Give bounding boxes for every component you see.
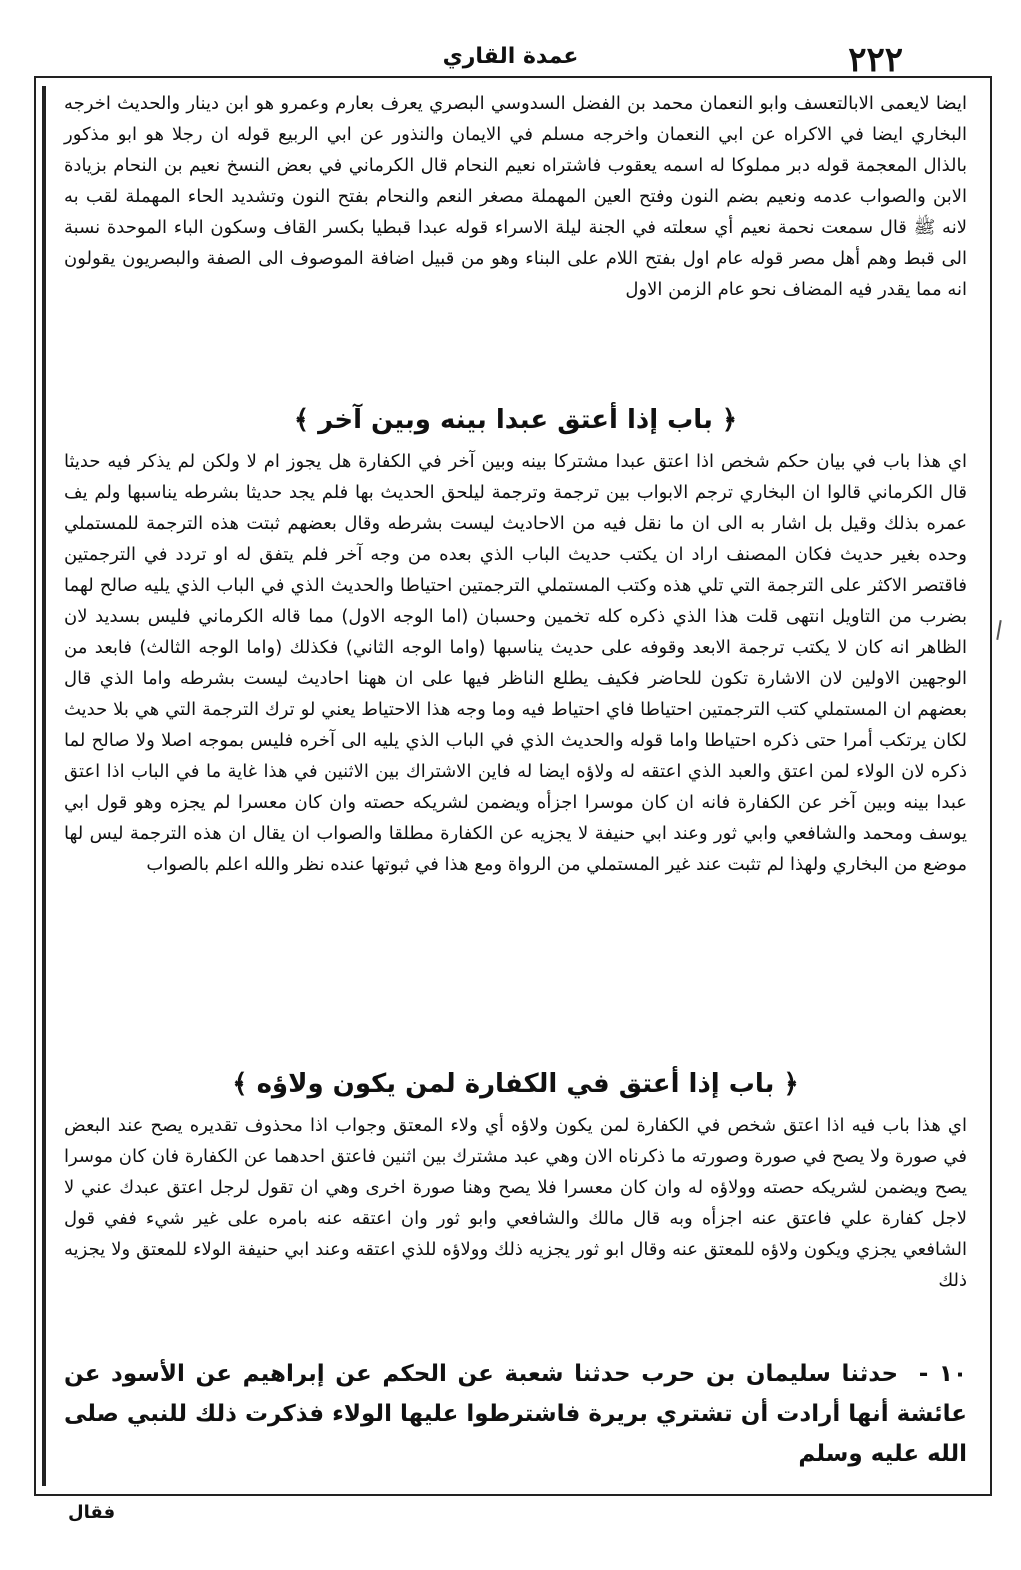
margin-mark	[996, 620, 1001, 640]
commentary-paragraph-1: ايضا لايعمى الابالتعسف وابو النعمان محمد بن الفضل السدوسي البصري يعرف بعارم وعمرو هو ابن دينار والحديث اخرجه البخاري ايضا في الاكراه عن ابي النعمان واخرجه مسلم في الايمان والنذور عن ابي الربيع قوله ان رجلا هو ابو مذكور بالذال المعجمة قوله دبر مملوكا له اسمه يعقوب فاشتراه نعيم النحام قال الكرماني في بعض النسخ نعيم بن النحام بزيادة الابن والصواب عدمه ونعيم بضم النون وفتح العين المهملة مصغر النعم والنحام بفتح النون وتشديد الحاء المهملة لقب به لانه ﷺ قال سمعت نحمة نعيم أي سعلته في الجنة ليلة الاسراء قوله عبدا قبطيا بكسر القاف وسكون الباء الموحدة نسبة الى قبط وهم أهل مصر قوله عام اول بفتح اللام على البناء وهو من قبيل اضافة الموصوف الى الصفة والبصريون يقولون انه مما يقدر فيه المضاف نحو عام الزمن الاول	[64, 93, 967, 300]
hadith-text: حدثنا سليمان بن حرب حدثنا شعبة عن الحكم عن إبراهيم عن الأسود عن عائشة أنها أرادت أن تشتري بريرة فاشترطوا عليها الولاء فذكرت ذلك للنبي صلى الله عليه وسلم	[64, 1361, 967, 1467]
page-header	[0, 32, 1021, 80]
frame-left-rule	[42, 86, 46, 1486]
hadith-text-block	[64, 1354, 967, 1474]
chapter-heading-2: ﴿ باب إذا أعتق في الكفارة لمن يكون ولاؤه ﴾	[232, 1069, 799, 1099]
commentary-paragraph-3: اي هذا باب فيه اذا اعتق شخص في الكفارة لمن يكون ولاؤه أي ولاء المعتق وجواب اذا محذوف تقديره يصح عند البعض في صورة ولا يصح في صورة وصورته ما ذكرناه الان وهي عبد مشترك بين اثنين فاعتق احدهما عن الكفارة فان كان موسرا يصح ويضمن لشريكه حصته وولاؤه له وان كان معسرا فلا يصح وهنا صورة اخرى وهي ان تقول لرجل اعتق عبدك عني لا لاجل كفارة علي فاعتق عنه اجزأه وبه قال مالك والشافعي وابو ثور وان اعتقه عنه بامره على غير شيء ففي قول الشافعي يجزي ويكون ولاؤه للمعتق عنه وقال ابو ثور يجزيه ذلك وولاؤه للذي اعتقه وعند ابي حنيفة الولاء للمعتق ولا يجزيه ذلك	[64, 1115, 967, 1291]
running-title: عمدة القاري	[442, 44, 579, 69]
catchword: فقال	[68, 1502, 116, 1523]
hadith-number: ١٠ -	[918, 1361, 967, 1387]
page-number: ٢٢٢	[848, 40, 903, 80]
page-body	[64, 88, 967, 1488]
commentary-paragraph-2: اي هذا باب في بيان حكم شخص اذا اعتق عبدا مشتركا بينه وبين آخر في الكفارة هل يجوز ام لا ولكن لم يذكر فيه حديثا قال الكرماني قالوا ان البخاري ترجم الابواب بين ترجمة وترجمة ليلحق الحديث بها فلم يجد حديثا بشرطه يناسبها ولم يف عمره بذلك وقيل بل اشار به الى ان ما نقل فيه من الاحاديث ليست بشرطه وقال بعضهم ثبتت هذه الترجمة للمستملي وحده بغير حديث فكان المصنف اراد ان يكتب حديث الباب الذي بعده من وجه آخر فلم يتفق له او تردد في الترجمتين فاقتصر الاكثر على الترجمة التي تلي هذه وكتب المستملي الترجمتين احتياطا والحديث الذي في الباب الذي يليه صالح لهما بضرب من التاويل انتهى قلت هذا الذي ذكره كله تخمين وحسبان (اما الوجه الاول) مما قاله الكرماني فليس بسديد لان الظاهر انه كان لا يكتب ترجمة الابعد وقوفه على حديث يناسبها (واما الوجه الثاني) فكذلك (واما الوجه الثالث) فابعد من الوجهين الاولين لان الاشارة تكون للحاضر فكيف يطلع الناظر فيها على ان ههنا احاديث ليست بشرطه واما الذي قال بعضهم ان المستملي كتب الترجمتين احتياطا فاي احتياط فيه وما وجه هذا الاحتياط يعني لو ترك الترجمة التي هي بلا حديث لكان يرتكب أمرا حتى ذكره احتياطا واما قوله والحديث الذي في الباب الذي يليه الى آخره فليس بموجه اصلا ولا صالح لما ذكره لان الولاء لمن اعتق والعبد الذي اعتقه له ولاؤه ايضا له فاين الاشتراك بين الاثنين في هذا غاية ما في الباب اذا اعتق عبدا بينه وبين آخر عن الكفارة فانه ان كان موسرا اجزأه ويضمن لشريكه حصته وان كان معسرا لم يجزه وهو قول ابي يوسف ومحمد والشافعي وابي ثور وعند ابي حنيفة لا يجزيه عن الكفارة مطلقا والصواب ان يقال ان هذه الترجمة ليس لها موضع من البخاري ولهذا لم تثبت عند غير المستملي من الرواة ومع هذا في ثبوتها عنده نظر والله اعلم بالصواب	[64, 451, 967, 875]
chapter-heading-1: ﴿ باب إذا أعتق عبدا بينه وبين آخر ﴾	[293, 405, 738, 435]
